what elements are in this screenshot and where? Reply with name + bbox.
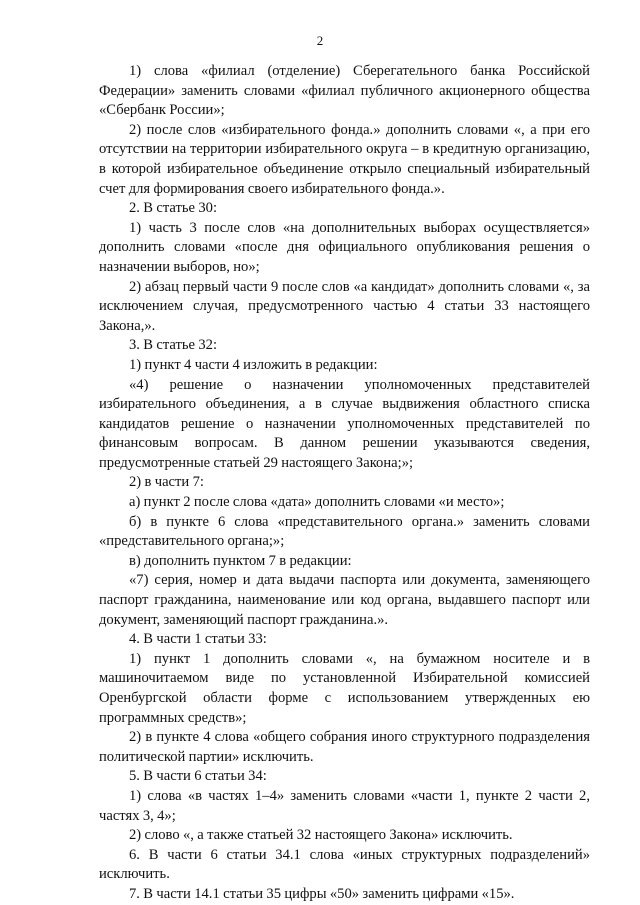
paragraph-11: б) в пункте 6 слова «представительного органа.» заменить словами «представительного органа;»; (99, 513, 590, 550)
paragraph-18: 1) слова «в частях 1–4» заменить словами «части 1, пункте 2 части 2, частях 3, 4»; (99, 787, 590, 824)
paragraph-19: 2) слово «, а также статьей 32 настоящего Закона» исключить. (129, 827, 513, 844)
paragraph-4: 1) часть 3 после слов «на дополнительных выборах осуществляется» дополнить словами «после дня официального опубликования решения о назначении выборов, но»; (99, 219, 590, 275)
paragraph-2: 2) после слов «избирательного фонда.» дополнить словами «, а при его отсутствии на территории избирательного округа – в кредитную организацию, в которой избирательное объединение открыло специальный избирательный счет для формирования своего избирательного фонда.». (99, 121, 590, 197)
paragraph-21: 7. В части 14.1 статьи 35 цифры «50» заменить цифрами «15». (129, 885, 515, 902)
paragraph-20: 6. В части 6 статьи 34.1 слова «иных структурных подразделений» исключить. (99, 846, 590, 883)
page-number: 2 (316, 33, 324, 48)
paragraph-12: в) дополнить пунктом 7 в редакции: (129, 552, 352, 569)
paragraph-3: 2. В статье 30: (129, 200, 218, 217)
paragraph-15: 1) пункт 1 дополнить словами «, на бумажном носителе и в машиночитаемом виде по установленной Избирательной комиссией Оренбургской области форме с использованием утвержденных ею программных средств»; (99, 650, 590, 726)
paragraph-1: 1) слова «филиал (отделение) Сберегательного банка Российской Федерации» заменить словами «филиал публичного акционерного общества «Сбербанк России»; (99, 63, 590, 119)
document-body (99, 62, 590, 905)
paragraph-16: 2) в пункте 4 слова «общего собрания иного структурного подразделения политической партии» исключить. (99, 729, 590, 765)
paragraph-10: а) пункт 2 после слова «дата» дополнить словами «и место»; (129, 494, 505, 511)
paragraph-17: 5. В части 6 статьи 34: (129, 768, 267, 785)
paragraph-5: 2) абзац первый части 9 после слов «а кандидат» дополнить словами «, за исключением случая, предусмотренного частью 4 статьи 33 настоящего Закона,». (99, 278, 590, 334)
paragraph-14: 4. В части 1 статьи 33: (129, 631, 267, 648)
paragraph-6: 3. В статье 32: (129, 337, 218, 354)
paragraph-8: «4) решение о назначении уполномоченных представителей избирательного объединения, а в случае выдвижения областного списка кандидатов решение о назначении уполномоченных представителей по финансовым вопросам. В данном решении указываются сведения, предусмотренные статьей 29 настоящего Закона;»; (99, 376, 590, 471)
paragraph-7: 1) пункт 4 части 4 изложить в редакции: (129, 356, 378, 373)
paragraph-13: «7) серия, номер и дата выдачи паспорта или документа, заменяющего паспорт гражданина, наименование или код органа, выдавшего паспорт или документ, заменяющий паспорт гражданина.». (99, 572, 590, 628)
paragraph-9: 2) в части 7: (129, 474, 204, 491)
